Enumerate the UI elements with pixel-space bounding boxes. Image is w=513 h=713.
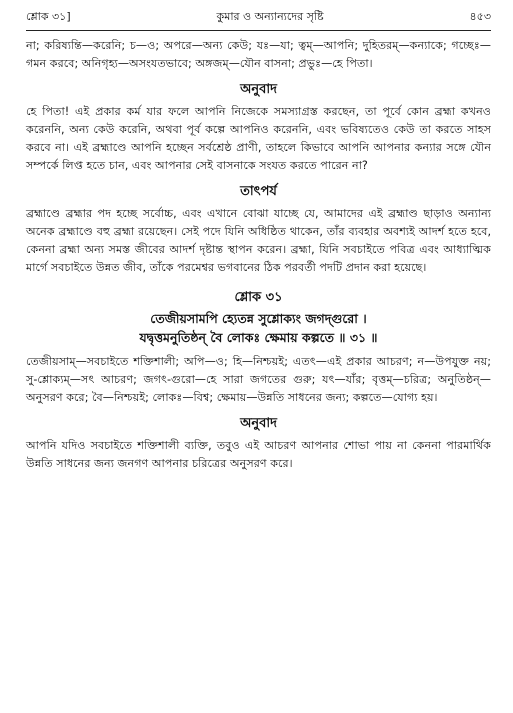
translation-text-2: আপনি যদিও সবচাইতে শক্তিশালী ব্যক্তি, তবুও এই আচরণ আপনার শোভা পায় না কেননা পারমার্থিক উন্নতি সাধনের জন্য জনগণ আপনার চরিত্রের অনুসরণ করে। bbox=[26, 439, 491, 470]
synonyms-continued: না; করিষ্যন্তি—করেনি; চ—ও; অপরে—অন্য কেউ; যঃ—যা; ত্বম্—আপনি; দুহিতরম্—কন্যাকে; গচ্ছেঃ—গমন করবে; অনিগৃহ্য—অসংযতভাবে; অঙ্গজম্—যৌন বাসনা; প্রভুঃ—হে পিতা। bbox=[26, 39, 491, 70]
page-number: ৪৫৩ bbox=[469, 10, 491, 23]
purport-text: ব্রহ্মাণ্ডে ব্রহ্মার পদ হচ্ছে সর্বোচ্চ, এবং এখানে বোঝা যাচ্ছে যে, আমাদের এই ব্রহ্মাণ্ড ছাড়াও অন্যান্য অনেক ব্রহ্মাণ্ডে বহু ব্রহ্মা রয়েছেন। সেই পদে যিনি অধিষ্ঠিত থাকেন, তাঁর ব্যবহার অবশ্যই আদর্শ হতে হবে, কেননা ব্রহ্মা অন্য সমস্ত জীবের আদর্শ দৃষ্টান্ত স্থাপন করেন। ব্রহ্মা, যিনি সবচাইতে পবিত্র এবং আধ্যাত্মিক মার্গে সবচাইতে উন্নত জীব, তাঁকে পরমেশ্বর ভগবানের ঠিক পরবর্তী পদটি প্রদান করা হয়েছে। bbox=[26, 207, 491, 274]
header-verse-ref: শ্লোক ৩১] bbox=[26, 10, 71, 23]
verse-line-2: যদ্বৃত্তমনুতিষ্ঠন্ বৈ লোকঃ ক্ষেমায় কল্পতে ॥ ৩১ ॥ bbox=[139, 330, 378, 345]
translation-text: হে পিতা! এই প্রকার কর্ম যার ফলে আপনি নিজেকে সমস্যাগ্রস্ত করছেন, তা পূর্বে কোন ব্রহ্মা কখনও করেননি, অন্য কেউ করেনি, অথবা পূর্ব কল্পে আপনিও করেননি, এবং ভবিষ্যতেও কেউ তা করতে সাহস করবে না। এই ব্রহ্মাণ্ডে আপনি হচ্ছেন সর্বশ্রেষ্ঠ প্রাণী, তাহলে কিভাবে আপনি আপনার কন্যার সঙ্গে যৌন সম্পর্কে লিপ্ত হতে চান, এবং আপনার সেই বাসনাকে সংযত করতে পারেন না? bbox=[26, 105, 491, 172]
translation-heading-2: অনুবাদ bbox=[240, 416, 277, 431]
translation-heading: অনুবাদ bbox=[240, 82, 277, 97]
verse-heading: শ্লোক ৩১ bbox=[234, 290, 283, 305]
verse-line-1: তেজীয়সামপি হ্যেতন্ন সুশ্লোক্যং জগদ্গুরো । bbox=[150, 311, 367, 326]
header-chapter-title: কুমার ও অন্যান্যদের সৃষ্টি bbox=[216, 10, 324, 23]
purport-heading: তাৎপর্য bbox=[240, 184, 277, 199]
running-header bbox=[26, 8, 491, 31]
verse-synonyms: তেজীয়সাম্—সবচাইতে শক্তিশালী; অপি—ও; হি—নিশ্চয়ই; এতৎ—এই প্রকার আচরণ; ন—উপযুক্ত নয়; সু-শ্লোক্যম্—সৎ আচরণ; জগৎ-গুরো—হে সারা জগতের গুরু; যৎ—যাঁর; বৃত্তম্—চরিত্র; অনুতিষ্ঠন্—অনুসরণ করে; বৈ—নিশ্চয়ই; লোকঃ—বিশ্ব; ক্ষেমায়—উন্নতি সাধনের জন্য; কল্পতে—যোগ্য হয়। bbox=[26, 355, 491, 404]
